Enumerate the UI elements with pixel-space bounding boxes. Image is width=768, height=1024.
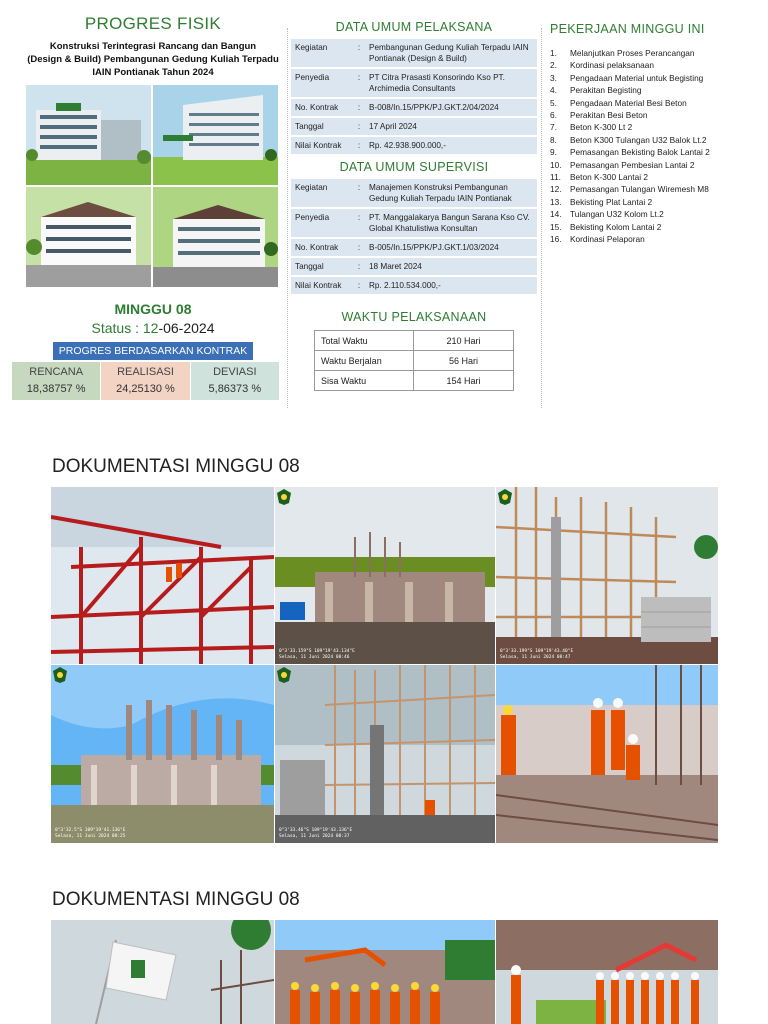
pekerjaan-panel	[550, 22, 760, 246]
column-divider-right	[541, 28, 542, 408]
pekerjaan-item	[550, 109, 760, 121]
photo-stamp-4: 0°3'32.5"S 109°19'41.136"E Selasa, 11 Juni 2024 08:25	[55, 828, 126, 839]
status-date-rest: -06-2024	[158, 320, 215, 336]
pekerjaan-item-number: 14.	[550, 209, 562, 220]
pelaksana-row-colon: :	[353, 118, 365, 135]
pekerjaan-item-number: 13.	[550, 196, 562, 207]
supervisi-row-key: Kegiatan	[291, 179, 353, 207]
supervisi-row-colon: :	[353, 179, 365, 207]
data-umum-panel	[290, 20, 538, 391]
realisasi-label: REALISASI	[117, 366, 174, 378]
site-photo-6	[496, 665, 718, 843]
pekerjaan-item	[550, 171, 760, 183]
pekerjaan-item	[550, 196, 760, 208]
pelaksana-row-colon: :	[353, 137, 365, 154]
pekerjaan-item-number: 5.	[550, 97, 557, 108]
pekerjaan-item-text: Kordinasi pelaksanaan	[570, 60, 654, 71]
pelaksana-row-colon: :	[353, 39, 365, 67]
subtitle-line-2: (Design & Build) Pembangunan Gedung Kuliah Terpadu	[27, 54, 279, 65]
pekerjaan-item-text: Kordinasi Pelaporan	[570, 234, 645, 245]
pekerjaan-item-number: 3.	[550, 72, 557, 83]
supervisi-row	[291, 258, 537, 275]
waktu-value: 56 Hari	[414, 351, 514, 371]
pelaksana-row-value: 17 April 2024	[365, 118, 537, 135]
deviasi-label: DEVIASI	[213, 366, 257, 378]
waktu-title: WAKTU PELAKSANAAN	[341, 310, 487, 324]
pekerjaan-item-number: 9.	[550, 147, 557, 158]
pekerjaan-item-number: 8.	[550, 134, 557, 145]
status-date-day: 12	[142, 320, 159, 336]
supervisi-row-key: No. Kontrak	[291, 239, 353, 256]
pekerjaan-list	[550, 47, 760, 246]
pekerjaan-item-number: 1.	[550, 48, 557, 58]
pelaksana-row-key: No. Kontrak	[291, 99, 353, 116]
site-photo-3	[496, 487, 718, 664]
pekerjaan-item-text: Pemasangan Pembesian Lantai 2	[570, 159, 695, 170]
supervisi-row-key: Nilai Kontrak	[291, 277, 353, 294]
photo-stamp-2: 0°3'33.159"S 109°19'43.134"E Selasa, 11 Juni 2024 08:46	[279, 649, 355, 660]
rencana-label: RENCANA	[29, 366, 84, 378]
dokumentasi-photo-grid-1	[51, 487, 718, 843]
iain-logo-icon	[277, 667, 291, 683]
pekerjaan-item	[550, 183, 760, 195]
building-render-1	[26, 85, 151, 185]
site-photo-7	[51, 920, 274, 1024]
waktu-label: Waktu Berjalan	[315, 351, 414, 371]
pekerjaan-item	[550, 221, 760, 233]
rencana-value: 18,38757 %	[26, 383, 86, 395]
pelaksana-row-key: Penyedia	[291, 69, 353, 97]
progres-header: PROGRES BERDASARKAN KONTRAK	[53, 342, 253, 360]
iain-logo-icon	[277, 489, 291, 505]
supervisi-row-value: Rp. 2.110.534.000,-	[365, 277, 537, 294]
site-photo-2	[275, 487, 495, 664]
photo-stamp-3: 0°3'33.199"S 109°19'43.40"E Selasa, 11 Juni 2024 08:47	[500, 649, 574, 660]
waktu-value: 210 Hari	[414, 331, 514, 351]
site-photo-1	[51, 487, 274, 664]
pekerjaan-item-text: Beton K300 Tulangan U32 Balok Lt.2	[570, 134, 707, 145]
pelaksana-row	[291, 99, 537, 116]
supervisi-row-colon: :	[353, 209, 365, 237]
dokumentasi-photo-grid-2	[51, 920, 718, 1024]
status-line	[22, 320, 284, 336]
pelaksana-row	[291, 69, 537, 97]
dokumentasi-title-1: DOKUMENTASI MINGGU 08	[52, 456, 300, 477]
pekerjaan-item-text: Beton K-300 Lantai 2	[570, 172, 648, 183]
pelaksana-row-key: Nilai Kontrak	[291, 137, 353, 154]
dokumentasi-title-2: DOKUMENTASI MINGGU 08	[52, 889, 300, 910]
waktu-value: 154 Hari	[414, 371, 514, 391]
pekerjaan-item-text: Pemasangan Tulangan Wiremesh M8	[570, 184, 709, 195]
pekerjaan-item-text: Pengadaan Material untuk Begisting	[570, 72, 704, 83]
site-photo-4	[51, 665, 274, 843]
waktu-row	[315, 351, 514, 371]
pelaksana-row-colon: :	[353, 99, 365, 116]
pekerjaan-item	[550, 97, 760, 109]
pelaksana-row-value: B-008/In.15/PPK/PJ.GKT.2/04/2024	[365, 99, 537, 116]
iain-logo-icon	[498, 489, 512, 505]
pekerjaan-item-text: Bekisting Plat Lantai 2	[570, 196, 653, 207]
supervisi-row-value: PT. Manggalakarya Bangun Sarana Kso CV. Global Khatulistiwa Konsultan	[365, 209, 537, 237]
pekerjaan-item	[550, 84, 760, 96]
iain-logo-icon	[53, 667, 67, 683]
supervisi-row	[291, 209, 537, 237]
progres-fisik-panel	[22, 14, 284, 400]
pelaksana-row	[291, 137, 537, 154]
pekerjaan-item-number: 4.	[550, 85, 557, 96]
pekerjaan-item-text: Perakitan Begisting	[570, 85, 642, 96]
pekerjaan-item	[550, 233, 760, 245]
pekerjaan-item	[550, 121, 760, 133]
pelaksana-row-value: Rp. 42.938.900.000,-	[365, 137, 537, 154]
supervisi-row-key: Tanggal	[291, 258, 353, 275]
pekerjaan-item	[550, 59, 760, 71]
pekerjaan-item-number: 12.	[550, 184, 562, 195]
pelaksana-row	[291, 39, 537, 67]
pekerjaan-item-text: Melanjutkan Proses Perancangan	[570, 48, 695, 58]
pekerjaan-item-number: 15.	[550, 221, 562, 232]
progres-realisasi	[101, 362, 190, 400]
supervisi-row-colon: :	[353, 239, 365, 256]
deviasi-value: 5,86373 %	[208, 383, 262, 395]
subtitle-line-1: Konstruksi Terintegrasi Rancang dan Bangun	[49, 41, 257, 52]
supervisi-row	[291, 239, 537, 256]
pekerjaan-item	[550, 146, 760, 158]
pekerjaan-item	[550, 47, 760, 59]
subtitle-line-3: IAIN Pontianak Tahun 2024	[92, 67, 214, 78]
status-prefix: Status :	[91, 320, 143, 336]
building-render-4	[153, 187, 278, 287]
progres-deviasi	[191, 362, 280, 400]
supervisi-row	[291, 179, 537, 207]
pelaksana-row-value: Pembangunan Gedung Kuliah Terpadu IAIN Pontianak (Design & Build)	[365, 39, 537, 67]
site-photo-5	[275, 665, 495, 843]
waktu-table	[314, 330, 514, 391]
supervisi-row-value: Manajemen Konstruksi Pembangunan Gedung Kuliah Terpadu IAIN Pontianak	[365, 179, 537, 207]
pekerjaan-item-number: 16.	[550, 234, 562, 245]
waktu-row	[315, 331, 514, 351]
waktu-row	[315, 371, 514, 391]
supervisi-row	[291, 277, 537, 294]
supervisi-table	[291, 177, 537, 296]
supervisi-title: DATA UMUM SUPERVISI	[339, 160, 489, 174]
supervisi-row-key: Penyedia	[291, 209, 353, 237]
progres-fisik-title: PROGRES FISIK	[84, 14, 222, 33]
pekerjaan-item	[550, 208, 760, 220]
minggu-label: MINGGU 08	[114, 301, 192, 317]
building-render-3	[26, 187, 151, 287]
pekerjaan-item-number: 7.	[550, 122, 557, 133]
pekerjaan-item-text: Pengadaan Material Besi Beton	[570, 97, 687, 108]
pekerjaan-item-text: Bekisting Kolom Lantai 2	[570, 221, 662, 232]
pekerjaan-item-text: Perakitan Besi Beton	[570, 110, 648, 121]
pelaksana-row-key: Kegiatan	[291, 39, 353, 67]
supervisi-row-value: B-005/In.15/PPK/PJ.GKT.1/03/2024	[365, 239, 537, 256]
pekerjaan-item-text: Beton K-300 Lt 2	[570, 122, 633, 133]
column-divider-left	[287, 28, 288, 408]
pekerjaan-title: PEKERJAAN MINGGU INI	[550, 22, 705, 36]
pelaksana-row	[291, 118, 537, 135]
waktu-label: Sisa Waktu	[315, 371, 414, 391]
pelaksana-table	[291, 37, 537, 156]
pekerjaan-item-number: 10.	[550, 159, 562, 170]
pekerjaan-item-text: Pemasangan Bekisting Balok Lantai 2	[570, 147, 710, 158]
pekerjaan-item-number: 6.	[550, 110, 557, 121]
photo-stamp-5: 0°3'33.46"S 109°19'43.136"E Selasa, 11 Juni 2024 08:37	[279, 828, 353, 839]
progres-rencana	[12, 362, 101, 400]
pekerjaan-item	[550, 159, 760, 171]
building-render-collage	[26, 85, 278, 287]
supervisi-row-colon: :	[353, 258, 365, 275]
supervisi-row-colon: :	[353, 277, 365, 294]
pelaksana-row-value: PT Citra Prasasti Konsorindo Kso PT. Archimedia Consultants	[365, 69, 537, 97]
supervisi-row-value: 18 Maret 2024	[365, 258, 537, 275]
progres-table	[12, 362, 280, 400]
site-photo-9	[496, 920, 718, 1024]
pekerjaan-item	[550, 134, 760, 146]
pekerjaan-item-number: 11.	[550, 172, 561, 183]
realisasi-value: 24,25130 %	[116, 383, 175, 395]
pelaksana-title: DATA UMUM PELAKSANA	[335, 20, 493, 34]
project-subtitle	[22, 40, 284, 79]
pekerjaan-item	[550, 72, 760, 84]
pekerjaan-item-number: 2.	[550, 60, 557, 71]
pelaksana-row-key: Tanggal	[291, 118, 353, 135]
pekerjaan-item-text: Tulangan U32 Kolom Lt.2	[570, 209, 664, 220]
pelaksana-row-colon: :	[353, 69, 365, 97]
waktu-label: Total Waktu	[315, 331, 414, 351]
site-photo-8	[275, 920, 495, 1024]
building-render-2	[153, 85, 278, 185]
